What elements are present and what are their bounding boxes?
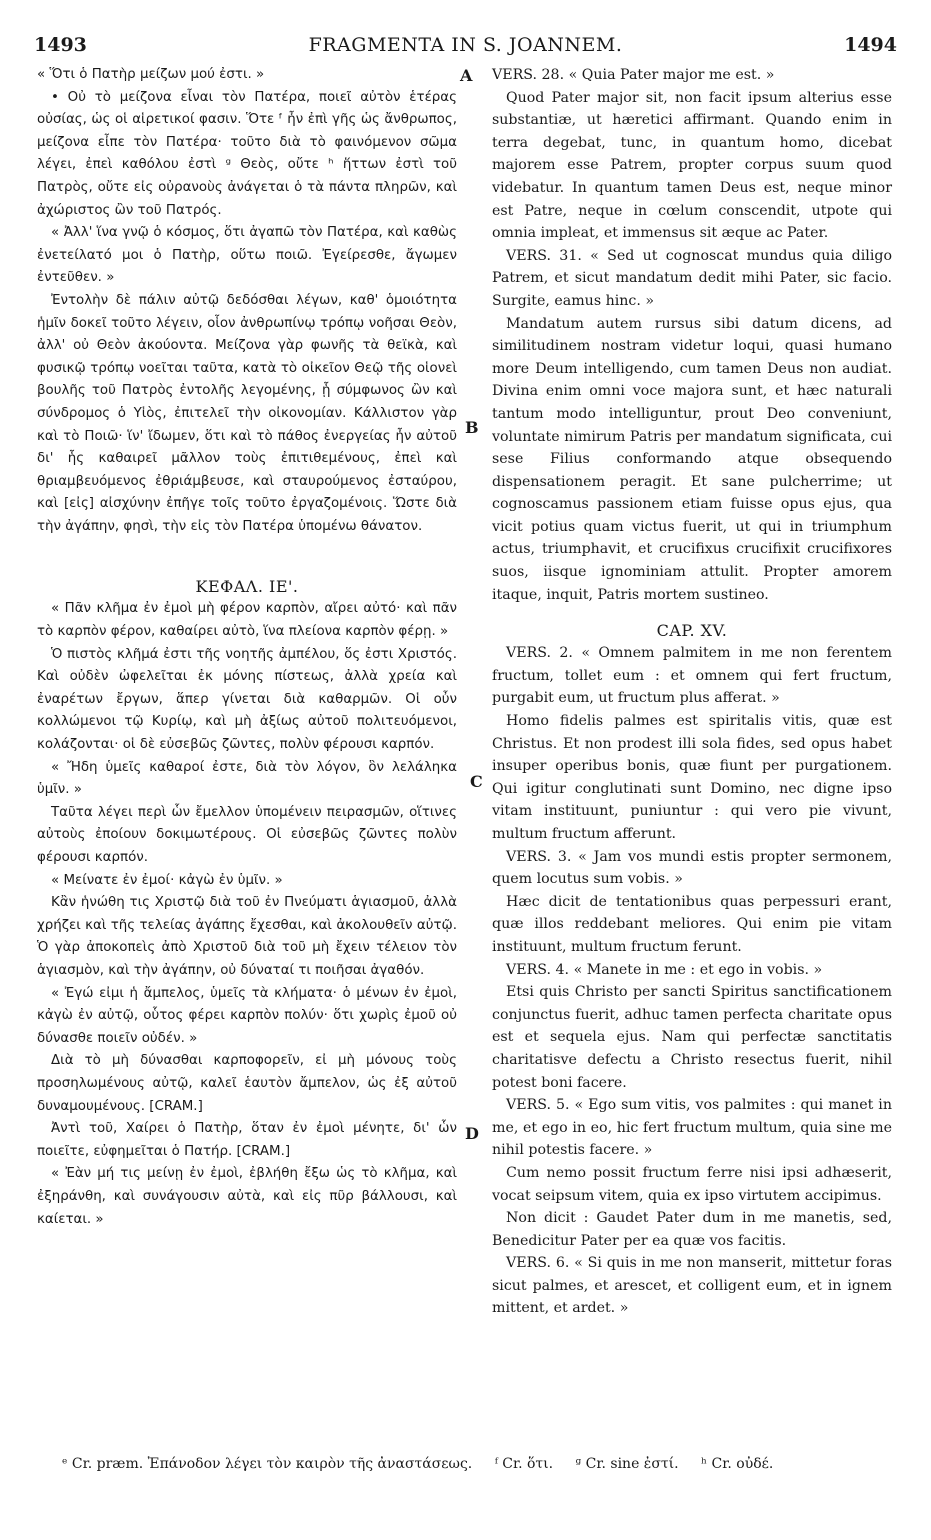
latin-paragraph: Homo fidelis palmes est spiritalis vitis, quæ est Christus. Et non prodest illi sola fides, sed opus habet insuper operibus bonis, quæ fiunt per purgationem. Qui igitur conglutinati sunt Domino, nec digne ipso vitam instituunt, puniuntur : qui vero pie vivunt, multum fructum afferunt. xyxy=(492,713,892,842)
greek-column xyxy=(37,64,457,1231)
footnote: ᵍ Cr. sine ἐστί. xyxy=(575,1456,679,1472)
greek-paragraph: Ἐντολὴν δὲ πάλιν αὐτῷ δεδόσθαι λέγων, καθ' ὁμοιότητα ἡμῖν δοκεῖ τοῦτο λέγειν, οἷον ἀνθρωπίνῳ τρόπῳ νοῆσαι Θεὸν, ἀλλ' οὐ Θεὸν ἀκούοντα. Μείζονα γὰρ φωνῆς τὰ θεϊκὰ, καὶ φυσικῷ τρόπῳ νοεῖται ταῦτα, κατὰ τὸ οἰκεῖον Θεῷ τῆς οἱονεὶ βουλῆς τοῦ Πατρὸς ἐντολῆς λεγομένης, ᾗ σύμφωνος ὢν καὶ σύνδρομος ὁ Υἱὸς, ἐπιτελεῖ τὴν οἰκονομίαν. Κάλλιστον γὰρ καὶ τὸ Ποιῶ· ἵν' ἴδωμεν, ὅτι καὶ τὸ πάθος ἐνεργείας ἦν αὐτοῦ δι' ἧς καθαιρεῖ μᾶλλον τοὺς ἐπιτιθεμένους, ἐπεὶ καὶ θριαμβευόμενος ἐθριάμβευσε, καὶ σταυρούμενος ἐσταύρου, καὶ [εἰς] αἰσχύνην ἐπῆγε τοῖς τοῦτο ἐργαζομένοις. Ὥστε διὰ τὴν ἀγάπην, φησὶ, τὴν εἰς τὸν Πατέρα ὑπομένω θάνατον. xyxy=(37,292,457,534)
greek-paragraph: Διὰ τὸ μὴ δύνασθαι καρποφορεῖν, εἰ μὴ μόνους τοὺς προσηλωμένους αὐτῷ, καλεῖ ἑαυτὸν ἄμπελον, ὡς ἐξ αὐτοῦ δυναμουμένους. [CRAM.] xyxy=(37,1053,457,1114)
latin-paragraph: VERS. 4. « Manete in me : et ego in vobis. » xyxy=(506,961,823,978)
greek-paragraph: Ὁ πιστὸς κλῆμά ἐστι τῆς νοητῆς ἀμπέλου, ὅς ἐστι Χριστός. Καὶ οὐδὲν ὠφελεῖται ἐκ μόνης πίστεως, ἀλλὰ χρεία καὶ ἐναρέτων ἔργων, ἅπερ γίνεται διὰ καθαρμῶν. Οἱ οὖν κολλώμενοι τῷ Κυρίῳ, καὶ μὴ ἀξίως αὐτοῦ πολιτευόμενοι, κολάζονται· οἱ δὲ εὐσεβῶς ζῶντες, πολὺν φέρουσι καρπόν. xyxy=(37,646,457,753)
greek-chapter-heading: ΚΕΦΑΛ. ΙΕ'. xyxy=(195,577,299,597)
greek-paragraph: « Ἐγώ εἰμι ἡ ἄμπελος, ὑμεῖς τὰ κλήματα· ὁ μένων ἐν ἐμοὶ, κἀγὼ ἐν αὐτῷ, οὗτος φέρει καρπὸν πολύν· ὅτι χωρὶς ἐμοῦ οὐ δύνασθε ποιεῖν οὐδέν. » xyxy=(37,985,457,1046)
margin-letter-a: A xyxy=(460,66,473,85)
latin-paragraph: VERS. 31. « Sed ut cognoscat mundus quia diligo Patrem, et sicut mandatum dedit mihi Pater, sic facio. Surgite, eamus hinc. » xyxy=(492,247,892,309)
running-title: FRAGMENTA IN S. JOANNEM. xyxy=(308,34,623,56)
latin-paragraph: VERS. 2. « Omnem palmitem in me non ferentem fructum, tollet eum : et omnem qui fert fructum, purgabit eum, ut fructum plus afferat. » xyxy=(492,645,892,707)
page-number-right: 1494 xyxy=(844,34,897,56)
greek-paragraph: Ταῦτα λέγει περὶ ὧν ἔμελλον ὑπομένειν πειρασμῶν, οἵτινες αὐτοὺς ἐποίουν δοκιμωτέρους. Οἱ εὐσεβῶς ζῶντες πολὺν φέρουσι καρπόν. xyxy=(37,804,457,865)
margin-letter-b: B xyxy=(465,418,479,437)
greek-paragraph: « Ἤδη ὑμεῖς καθαροί ἐστε, διὰ τὸν λόγον, ὃν λελάληκα ὑμῖν. » xyxy=(37,759,457,798)
latin-paragraph: Etsi quis Christo per sancti Spiritus sanctificationem conjunctus fuerit, adhuc tamen perfecta charitate opus est et sequela ejus. Nam qui perfectæ sanctitatis charitatisve defectu a Christo resectus fuerit, nihil potest boni facere. xyxy=(492,984,892,1091)
latin-paragraph: Cum nemo possit fructum ferre nisi ipsi adhæserit, vocat seipsum vitem, quia ex ipso virtutem accipimus. xyxy=(492,1164,892,1204)
latin-paragraph: VERS. 28. « Quia Pater major me est. » xyxy=(492,67,775,83)
running-header xyxy=(34,34,897,64)
greek-paragraph: « Πᾶν κλῆμα ἐν ἐμοὶ μὴ φέρον καρπὸν, αἴρει αὐτό· καὶ πᾶν τὸ καρπὸν φέρον, καθαίρει αὐτὸ, ἵνα πλείονα καρπὸν φέρῃ. » xyxy=(37,601,457,640)
page-number-left: 1493 xyxy=(34,34,87,56)
footnote: ᶠ Cr. ὅτι. xyxy=(494,1456,554,1472)
latin-paragraph: VERS. 3. « Jam vos mundi estis propter sermonem, quem locutus sum vobis. » xyxy=(492,848,892,888)
footnote: ᵉ Cr. præm. Ἐπάνοδον λέγει τὸν καιρὸν τῆς ἀναστάσεως. xyxy=(62,1456,473,1472)
latin-column xyxy=(492,64,892,1320)
latin-paragraph: Non dicit : Gaudet Pater dum in me manetis, sed, Benedicitur Pater per ea quæ vos facitis. xyxy=(492,1210,892,1249)
latin-paragraph: VERS. 5. « Ego sum vitis, vos palmites : qui manet in me, et ego in eo, hic fert fructum multum, quia sine me nihil potestis facere. » xyxy=(492,1097,892,1159)
footnote: ʰ Cr. οὐδέ. xyxy=(701,1456,774,1472)
margin-letter-c: C xyxy=(470,772,483,791)
latin-chapter-heading: CAP. XV. xyxy=(656,621,728,641)
greek-paragraph: Ἀντὶ τοῦ, Χαίρει ὁ Πατὴρ, ὅταν ἐν ἐμοὶ μένητε, δι' ὧν ποιεῖτε, εὐφημεῖται ὁ Πατήρ. [CRAM.] xyxy=(37,1121,457,1159)
greek-paragraph: « Μείνατε ἐν ἐμοί· κἀγὼ ἐν ὑμῖν. » xyxy=(51,872,283,888)
latin-paragraph: Quod Pater major sit, non facit ipsum alterius esse substantiæ, ut hæretici affirmant. Quando enim in terra degebat, tunc, in quantum homo, dicebat majorem esse Patrem, propter corpus suum quod videbatur. In quantum tamen Deus est, neque minor est Patre, neque in cœlum conscendit, utpote qui omnia impleat, et immensus sit æque ac Pater. xyxy=(492,89,892,242)
greek-paragraph: « Ἀλλ' ἵνα γνῷ ὁ κόσμος, ὅτι ἀγαπῶ τὸν Πατέρα, καὶ καθὼς ἐνετείλατό μοι ὁ Πατὴρ, οὕτω ποιῶ. Ἐγείρεσθε, ἄγωμεν ἐντεῦθεν. » xyxy=(37,225,457,286)
greek-paragraph: • Οὐ τὸ μείζονα εἶναι τὸν Πατέρα, ποιεῖ αὐτὸν ἑτέρας οὐσίας, ὡς οἱ αἱρετικοί φασιν. Ὅτε ᶠ ἦν ἐπὶ γῆς ὡς ἄνθρωπος, μείζονα εἶπε τὸν Πατέρα· τοῦτο διὰ τὸ φαινόμενον σῶμα λέγει, ἐπεὶ καθόλου ἐστὶ ᵍ Θεὸς, οὔτε ʰ ἥττων ἐστὶ τοῦ Πατρὸς, οὔτε εἰς οὐρανοὺς ἀνάγεται ὁ τὰ πάντα πληρῶν, καὶ ἀχώριστος ὢν τοῦ Πατρός. xyxy=(37,89,457,218)
footnotes xyxy=(62,1456,902,1472)
greek-paragraph: « Ἐὰν μή τις μείνῃ ἐν ἐμοὶ, ἐβλήθη ἔξω ὡς τὸ κλῆμα, καὶ ἐξηράνθη, καὶ συνάγουσιν αὐτὰ, καὶ εἰς πῦρ βάλλουσι, καὶ καίεται. » xyxy=(37,1166,457,1227)
greek-paragraph: Κἂν ἡνώθη τις Χριστῷ διὰ τοῦ ἐν Πνεύματι ἁγιασμοῦ, ἀλλὰ χρήζει καὶ τῆς τελείας ἀγάπης ἔχεσθαι, καὶ ἀκολουθεῖν αὐτῷ. Ὁ γὰρ ἀποκοπεὶς ἀπὸ Χριστοῦ διὰ τοῦ μὴ ἔχειν τέλειον τὸν ἁγιασμὸν, καὶ τὴν ἀγάπην, οὐ δύναταί τι ποιῆσαι ἀγαθόν. xyxy=(37,895,457,978)
latin-paragraph: VERS. 6. « Si quis in me non manserit, mittetur foras sicut palmes, et arescet, et colligent eum, et in ignem mittent, et ardet. » xyxy=(492,1255,892,1317)
greek-paragraph: « Ὅτι ὁ Πατὴρ μείζων μού ἐστι. » xyxy=(37,67,265,82)
latin-paragraph: Hæc dicit de tentationibus quas perpessuri erant, quæ illos reddebant meliores. Qui enim pie vitam instituunt, multum fructum ferunt. xyxy=(492,893,892,955)
latin-paragraph: Mandatum autem rursus sibi datum dicens, ad similitudinem nostram videtur loqui, quasi humano more Deum intelligendo, cum tamen Deus non audiat. Divina enim omni voce majora sunt, et hæc naturali tantum modo intelliguntur, prout Deo conveniunt, voluntate nimirum Patris per mandatum significata, cui sese Filius conformando atque obsequendo dispensationem peragit. Et sane pulcherrime; ut cognoscamus passionem etiam fuisse opus ejus, qua vicit potius quam victus fuerit, ut qui in triumphum actus, triumphavit, et crucifixus crucifixit crucifixores suos, iisque ignominiam attulit. Propter amorem itaque, inquit, Patris mortem sustineo. xyxy=(492,315,892,603)
margin-letter-d: D xyxy=(465,1124,479,1143)
